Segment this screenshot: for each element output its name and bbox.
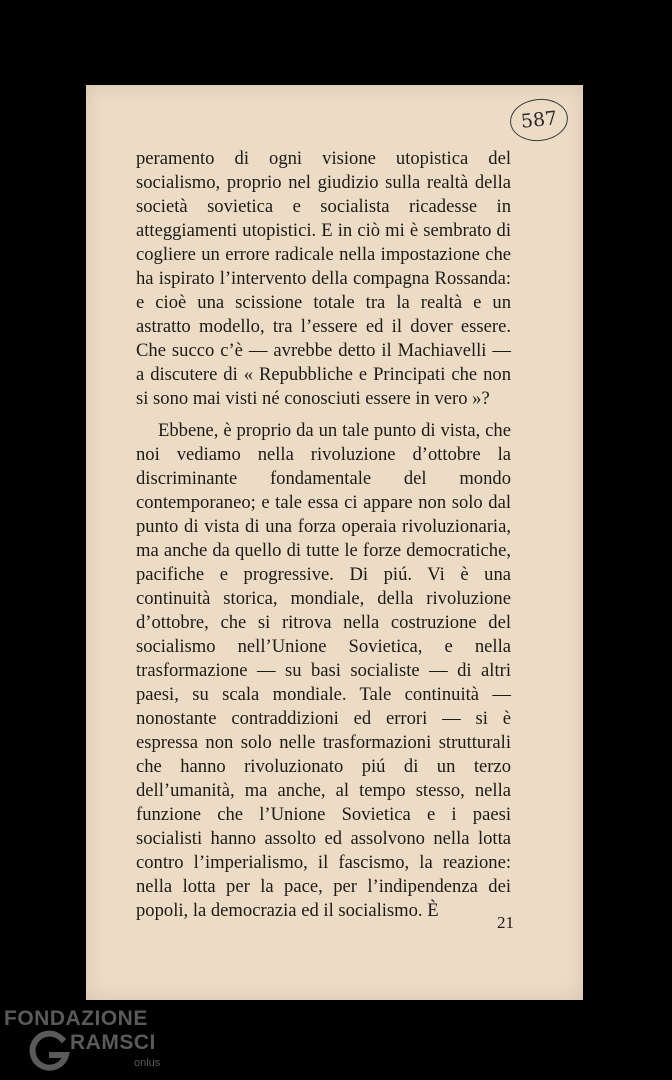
archive-stamp-number: 587 xyxy=(519,107,559,133)
fondazione-gramsci-logo xyxy=(0,1005,170,1080)
paragraph-1: peramento di ogni visione utopistica del socialismo, proprio nel giudizio sulla realtà della società sovietica e socialista ricadesse in atteggiamenti utopistici. E in ciò mi è sembrato di cogliere un errore radicale nella impostazione che ha ispirato l’intervento della compagna Rossanda: e cioè una scissione totale tra la realtà e un astratto modello, tra l’essere ed il dover essere. Che succo c’è — avrebbe detto il Machiavelli — a discutere di « Repubbliche e Principati che non si sono mai visti né conosciuti essere in vero »? xyxy=(136,148,511,409)
logo-onlus: onlus xyxy=(134,1057,161,1069)
logo-line-1: FONDAZIONE xyxy=(4,1007,148,1030)
scanned-page xyxy=(86,85,583,1000)
body-text xyxy=(136,147,511,923)
logo-g-letter-icon xyxy=(28,1029,72,1073)
archive-stamp xyxy=(508,96,570,144)
page-number: 21 xyxy=(497,913,514,932)
logo-line-2: RAMSCI xyxy=(70,1031,156,1054)
paragraph-2: Ebbene, è proprio da un tale punto di vista, che noi vediamo nella rivoluzione d’ottobre la discriminante fondamentale del mondo contemporaneo; e tale essa ci appare non solo dal punto di vista di una forza operaia rivoluzionaria, ma anche da quello di tutte le forze democratiche, pacifiche e progressive. Di piú. Vi è una continuità storica, mondiale, della rivoluzione d’ottobre, che si ritrova nella costruzione del socialismo nell’Unione Sovietica, e nella trasformazione — su basi socialiste — di altri paesi, su scala mondiale. Tale continuità — nonostante contraddizioni ed errori — si è espressa non solo nelle trasformazioni strutturali che hanno rivoluzionato piú di un terzo dell’umanità, ma anche, al tempo stesso, nella funzione che l’Unione Sovietica e i paesi socialisti hanno assolto ed assolvono nella lotta contro l’imperialismo, il fascismo, la reazione: nella lotta per la pace, per l’indipendenza dei popoli, la democrazia ed il socialismo. È xyxy=(136,420,511,921)
